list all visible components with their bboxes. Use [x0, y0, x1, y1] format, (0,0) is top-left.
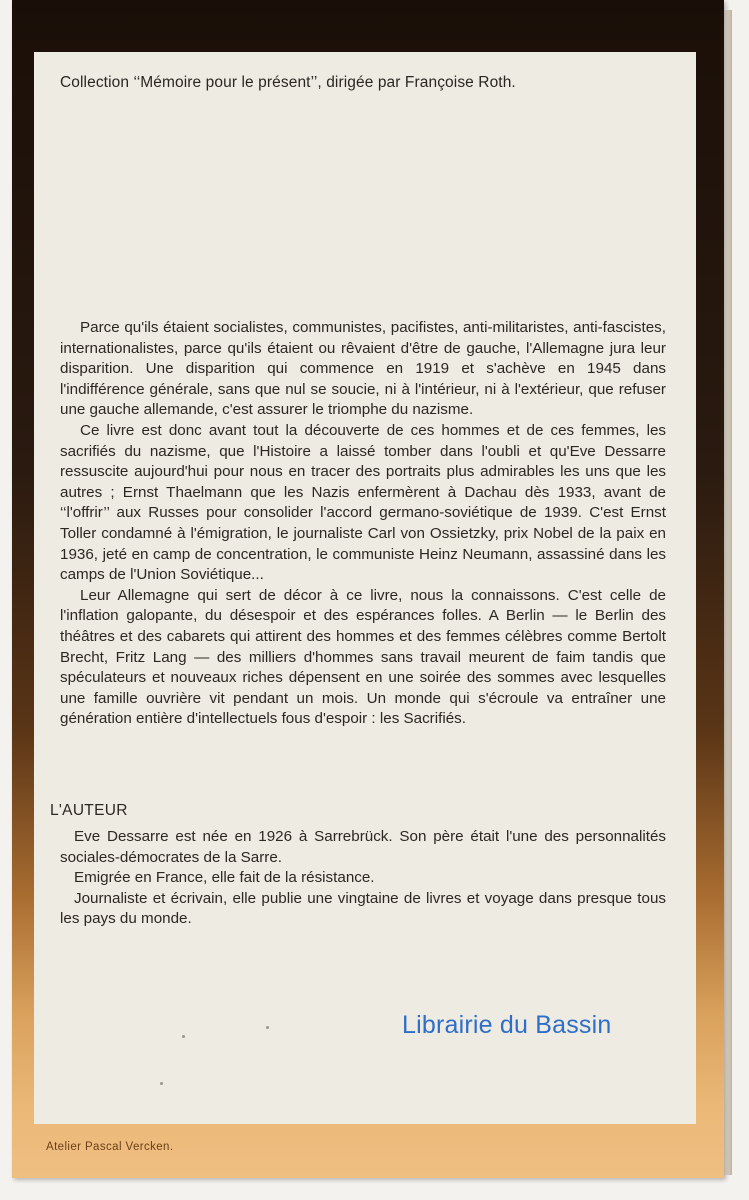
author-bio: [60, 827, 666, 930]
author-paragraph: Eve Dessarre est née en 1926 à Sarrebrück. Son père était l'une des personnalités sociales-démocrates de la Sarre.: [60, 828, 666, 866]
collection-line: Collection ‘‘Mémoire pour le présent’’, dirigée par Françoise Roth.: [60, 74, 516, 91]
blurb-paragraph: Ce livre est donc avant tout la découverte de ces hommes et de ces femmes, les sacrifiés du nazisme, que l'Histoire a laissé tomber dans l'oubli et qu'Eve Dessarre ressuscite aujourd'hui pour nous en tracer des portraits plus admirables les uns que les autres ; Ernst Thaelmann que les Nazis enfermèrent à Dachau dès 1933, avant de ‘‘l'offrir’’ aux Russes pour consolider l'accord germano-soviétique de 1939. C'est Ernst Toller condamné à l'émigration, le journaliste Carl von Ossietzky, prix Nobel de la paix en 1936, jeté en camp de concentration, le communiste Heinz Neumann, assassiné dans les camps de l'Union Soviétique...: [60, 421, 666, 584]
credit: Atelier Pascal Vercken.: [46, 1141, 174, 1153]
blurb-paragraph: Leur Allemagne qui sert de décor à ce livre, nous la connaissons. C'est celle de l'inflation galopante, du désespoir et des espérances folles. A Berlin — le Berlin des théâtres et des cabarets qui attirent des hommes et des femmes célèbres comme Bertolt Brecht, Fritz Lang — des milliers d'hommes sans travail meurent de faim tandis que spéculateurs et nouveaux riches dépensent en une soirée des sommes avec lesquelles une famille ouvrière vit pendant un mois. Un monde qui s'écroule va entraîner une génération entière d'intellectuels fous d'espoir : les Sacrifiés.: [60, 586, 666, 728]
speck: [160, 1082, 163, 1085]
blurb: [60, 318, 666, 730]
author-heading: L'AUTEUR: [50, 802, 128, 819]
speck: [182, 1035, 185, 1038]
blurb-paragraph: Parce qu'ils étaient socialistes, communistes, pacifistes, anti-militaristes, anti-fascistes, internationalistes, parce qu'ils étaient ou rêvaient d'être de gauche, l'Allemagne jura leur disparition. Une disparition qui commence en 1919 et s'achève en 1945 dans l'indifférence générale, sans que nul se soucie, ni à l'intérieur, ni à l'extérieur, que refuser une gauche allemande, c'est assurer le triomphe du nazisme.: [60, 319, 666, 419]
author-paragraph: Emigrée en France, elle fait de la résistance.: [74, 869, 375, 887]
watermark: Librairie du Bassin: [402, 1011, 612, 1039]
author-paragraph: Journaliste et écrivain, elle publie une vingtaine de livres et voyage dans presque tous les pays du monde.: [60, 889, 666, 928]
speck: [266, 1026, 269, 1029]
